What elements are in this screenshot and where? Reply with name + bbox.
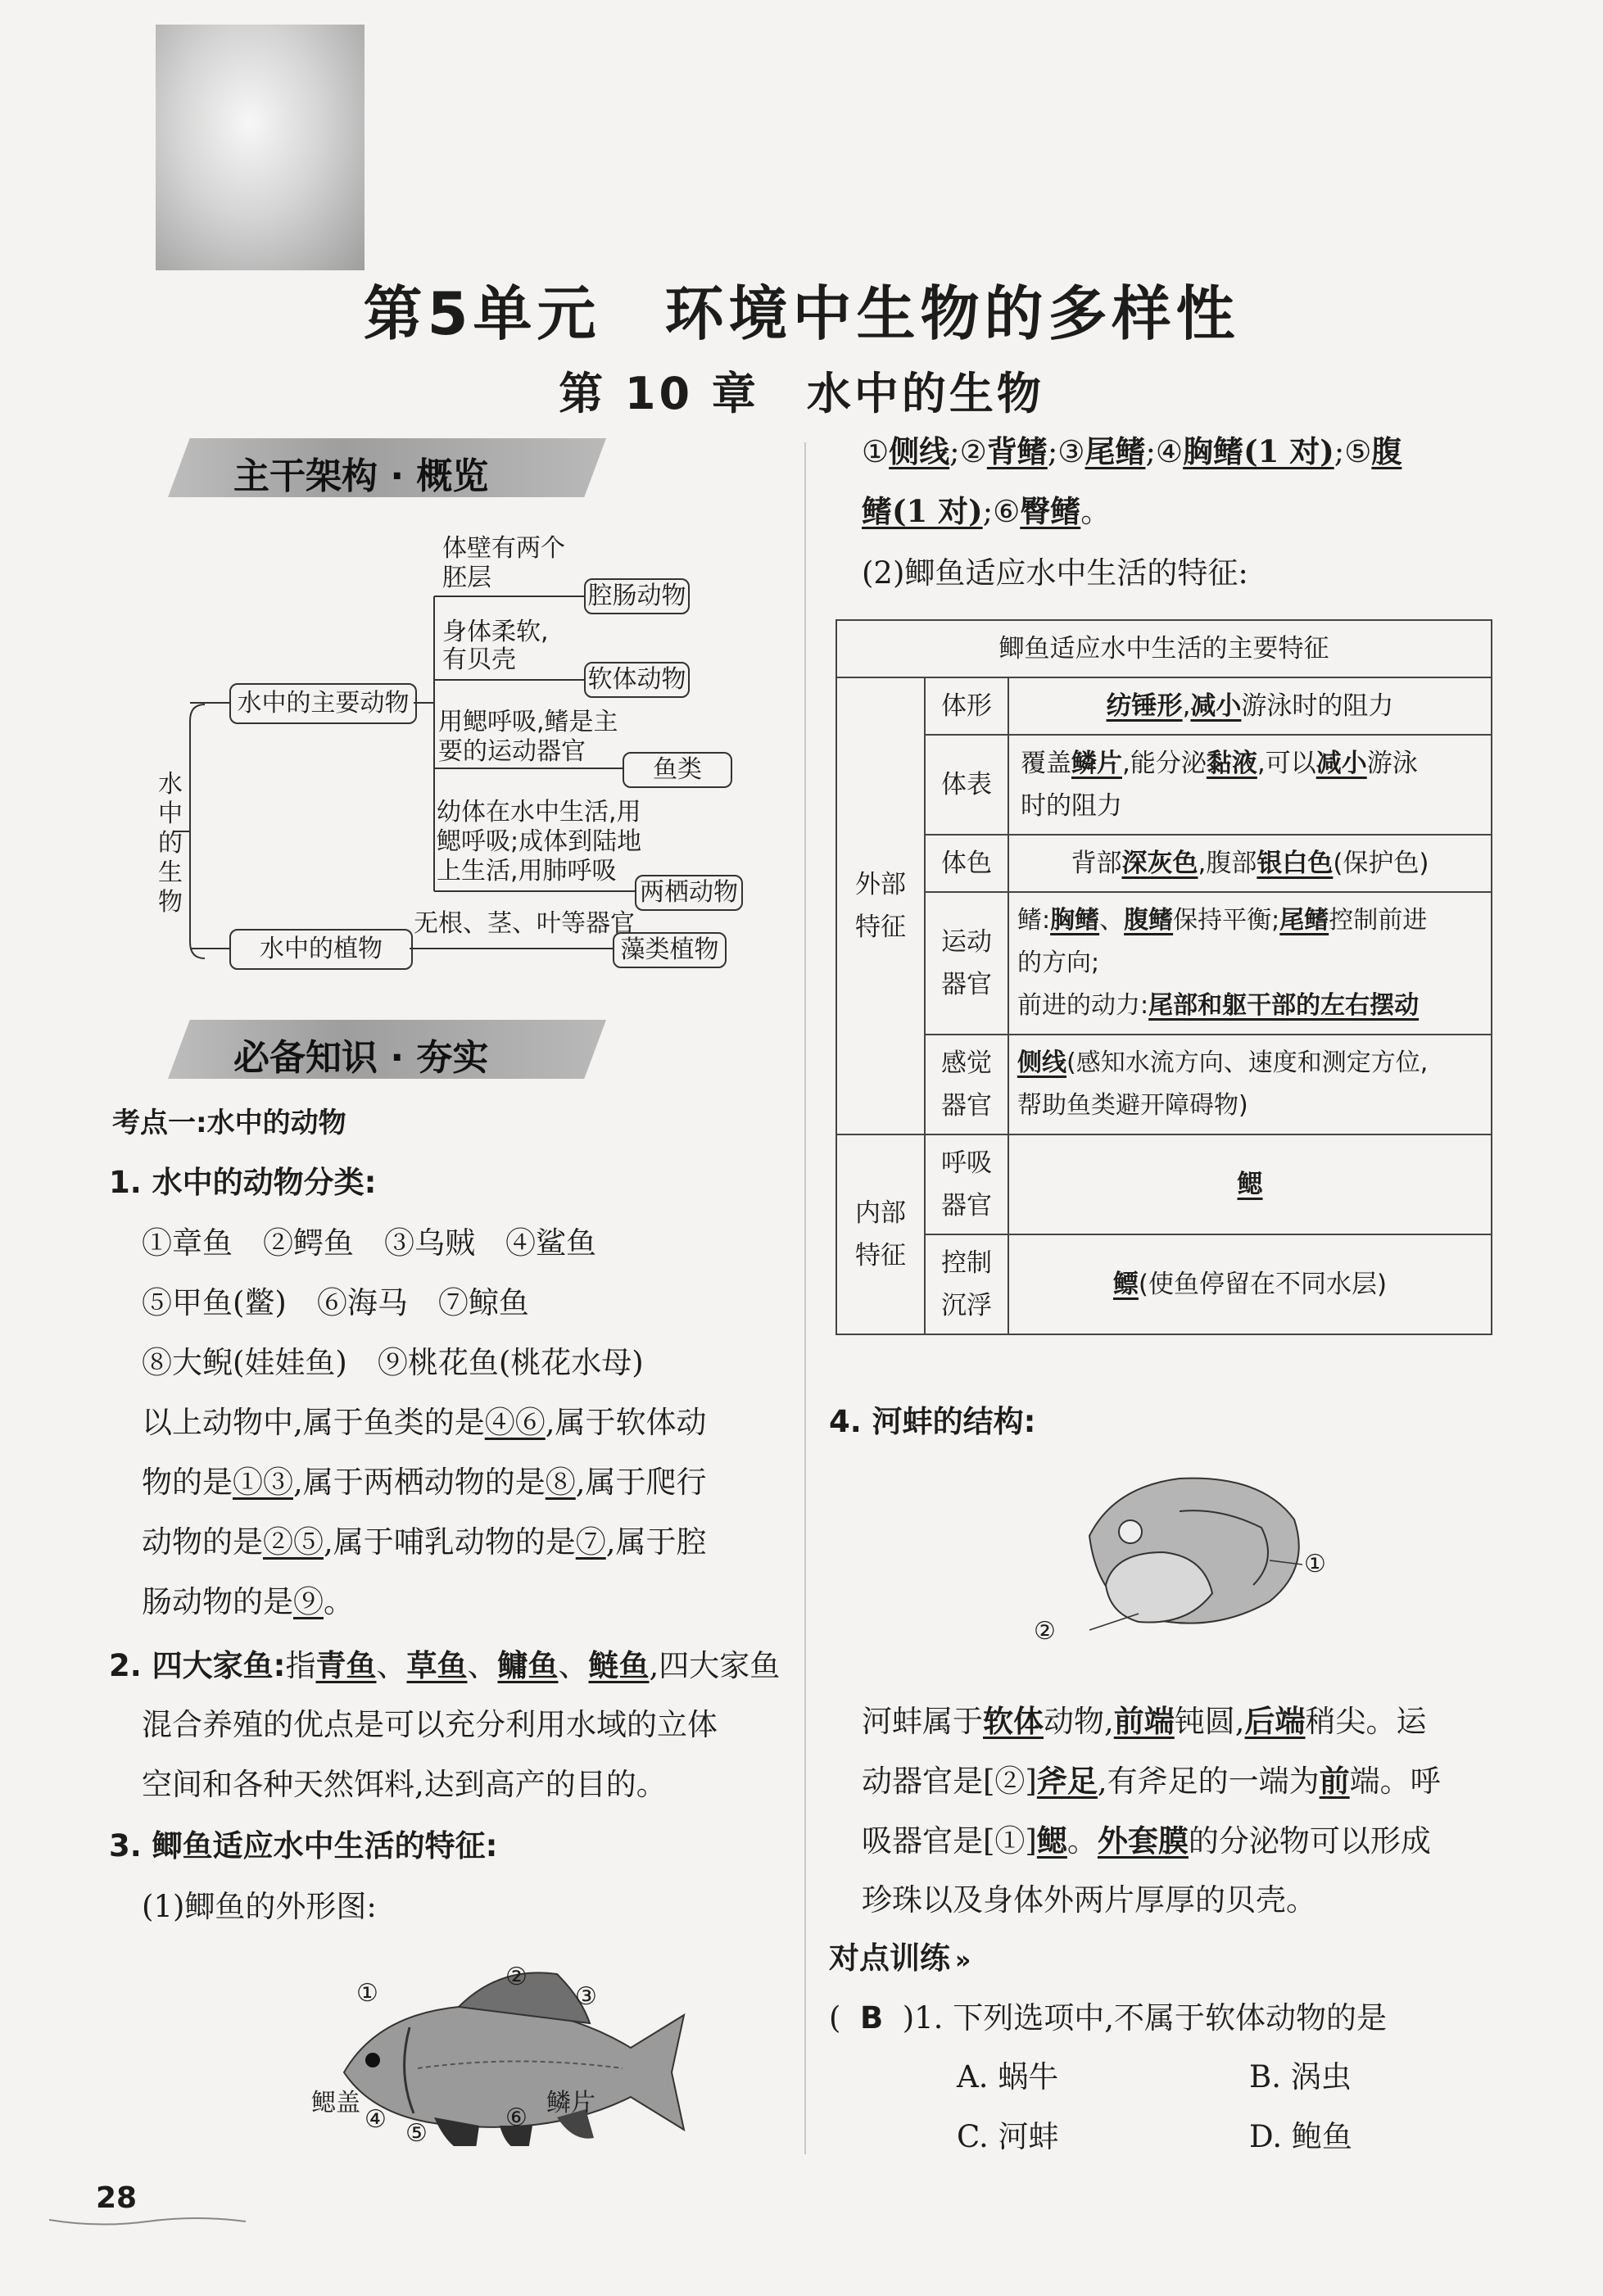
q3-sub: (1)鲫鱼的外形图: bbox=[142, 1889, 377, 1924]
option-c[interactable]: C. 河蚌 bbox=[957, 2119, 1059, 2154]
map-desc5: 无根、茎、叶等器官 bbox=[414, 909, 635, 938]
column-divider bbox=[804, 442, 806, 2154]
map-group-mollusc: 软体动物 bbox=[584, 662, 690, 698]
map-desc3b: 要的运动器官 bbox=[438, 737, 586, 766]
map-group-coelenterate: 腔肠动物 bbox=[584, 578, 690, 614]
table-header: 鲫鱼适应水中生活的主要特征 bbox=[836, 620, 1492, 677]
fish-label-5: ⑤ bbox=[405, 2119, 428, 2148]
map-plants-node: 水中的植物 bbox=[229, 929, 413, 970]
map-desc3a: 用鳃呼吸,鳍是主 bbox=[438, 708, 618, 736]
animals-line3: ⑧大鲵(娃娃鱼) ⑨桃花鱼(桃花水母) bbox=[142, 1345, 644, 1380]
section1-title: 主干架构 · 概览 bbox=[233, 455, 489, 497]
option-d[interactable]: D. 鲍鱼 bbox=[1249, 2119, 1352, 2154]
fish-label-gill: 鳃盖 bbox=[311, 2089, 360, 2117]
double-chevron-icon: » bbox=[955, 1946, 971, 1975]
training-title: 对点训练 » bbox=[829, 1941, 971, 1976]
table-row bbox=[836, 1134, 1492, 1234]
fish-label-1: ① bbox=[356, 1979, 378, 2008]
q3-title: 3. 鲫鱼适应水中生活的特征: bbox=[109, 1828, 498, 1864]
table-value: 鳃 bbox=[1008, 1134, 1492, 1234]
table-key: 体色 bbox=[925, 835, 1008, 892]
option-a[interactable]: A. 蜗牛 bbox=[957, 2059, 1059, 2094]
map-desc4a: 幼体在水中生活,用 bbox=[437, 798, 641, 826]
table-value: 覆盖鳞片,能分泌黏液,可以减小游泳 时的阻力 bbox=[1008, 735, 1492, 835]
mussel-line2: 动器官是[②]斧足,有斧足的一端为前端。呼 bbox=[862, 1763, 1441, 1799]
classify-line3: 动物的是②⑤,属于哺乳动物的是⑦,属于腔 bbox=[142, 1524, 707, 1560]
mussel-label-1: ① bbox=[1304, 1550, 1326, 1578]
mussel-line4: 珍珠以及身体外两片厚厚的贝壳。 bbox=[862, 1882, 1316, 1918]
map-desc4b: 鳃呼吸;成体到陆地 bbox=[437, 827, 642, 856]
question-1: ( B )1. 下列选项中,不属于软体动物的是 bbox=[829, 2000, 1387, 2036]
table-key: 体形 bbox=[925, 677, 1008, 735]
q2-line2: 混合养殖的优点是可以充分利用水域的立体 bbox=[142, 1707, 718, 1742]
map-desc1a: 体壁有两个 bbox=[442, 534, 565, 563]
map-root: 水中的生物 bbox=[158, 770, 183, 917]
table-outer-label: 外部特征 bbox=[836, 677, 925, 1134]
chapter-title: 第 10 章 水中的生物 bbox=[559, 368, 1044, 419]
page-number: 28 bbox=[96, 2181, 138, 2215]
map-desc2a: 身体柔软, bbox=[442, 618, 549, 646]
section2-title: 必备知识 · 夯实 bbox=[233, 1037, 489, 1079]
map-group-amphibian: 两栖动物 bbox=[635, 875, 743, 911]
classify-line1: 以上动物中,属于鱼类的是④⑥,属于软体动 bbox=[142, 1405, 707, 1440]
q1-title: 1. 水中的动物分类: bbox=[109, 1165, 377, 1200]
table-key: 体表 bbox=[925, 735, 1008, 835]
map-group-fish: 鱼类 bbox=[623, 752, 732, 788]
map-desc2b: 有贝壳 bbox=[442, 645, 516, 674]
table-row bbox=[836, 835, 1492, 892]
map-group-algae: 藻类植物 bbox=[613, 932, 727, 968]
kp1-title: 考点一:水中的动物 bbox=[112, 1107, 346, 1139]
answer-choice[interactable]: B bbox=[859, 2000, 884, 2036]
table-inner-label: 内部特征 bbox=[836, 1134, 925, 1334]
fish-label-scale: 鳞片 bbox=[546, 2089, 595, 2117]
table-row bbox=[836, 735, 1492, 835]
classify-line4: 肠动物的是⑨。 bbox=[142, 1584, 354, 1619]
fish-label-6: ⑥ bbox=[505, 2104, 528, 2132]
table-header-row bbox=[836, 620, 1492, 677]
table-row bbox=[836, 677, 1492, 735]
q4-title: 4. 河蚌的结构: bbox=[829, 1404, 1036, 1439]
table-key: 运动器官 bbox=[925, 892, 1008, 1035]
table-row bbox=[836, 1035, 1492, 1134]
table-value: 鳍:胸鳍、腹鳍保持平衡;尾鳍控制前进 的方向; 前进的动力:尾部和躯干部的左右摆动 bbox=[1008, 892, 1492, 1035]
classify-line2: 物的是①③,属于两栖动物的是⑧,属于爬行 bbox=[142, 1465, 707, 1500]
map-desc4c: 上生活,用肺呼吸 bbox=[437, 857, 617, 885]
table-value: 纺锤形,减小游泳时的阻力 bbox=[1008, 677, 1492, 735]
fin-line2: 鳍(1 对);⑥臀鳍。 bbox=[862, 493, 1112, 529]
table-key: 控制沉浮 bbox=[925, 1234, 1008, 1334]
table-key: 感觉器官 bbox=[925, 1035, 1008, 1134]
q3-sub2: (2)鲫鱼适应水中生活的特征: bbox=[862, 555, 1248, 591]
map-desc1b: 胚层 bbox=[442, 564, 491, 592]
unit-title: 第5单元 环境中生物的多样性 bbox=[363, 279, 1240, 348]
q2-line1: 2. 四大家鱼:指青鱼、草鱼、鳙鱼、鲢鱼,四大家鱼 bbox=[109, 1647, 781, 1683]
animals-line1: ①章鱼 ②鳄鱼 ③乌贼 ④鲨鱼 bbox=[142, 1225, 596, 1261]
table-key: 呼吸器官 bbox=[925, 1134, 1008, 1234]
fish-label-4: ④ bbox=[365, 2105, 387, 2134]
table-value: 背部深灰色,腹部银白色(保护色) bbox=[1008, 835, 1492, 892]
q2-line3: 空间和各种天然饵料,达到高产的目的。 bbox=[142, 1767, 667, 1802]
mussel-line3: 吸器官是[①]鳃。外套膜的分泌物可以形成 bbox=[862, 1823, 1431, 1859]
mussel-label-2: ② bbox=[1034, 1617, 1056, 1646]
table-value: 侧线(感知水流方向、速度和测定方位, 帮助鱼类避开障碍物) bbox=[1008, 1035, 1492, 1134]
mussel-line1: 河蚌属于软体动物,前端钝圆,后端稍尖。运 bbox=[862, 1703, 1427, 1739]
animals-line2: ⑤甲鱼(鳖) ⑥海马 ⑦鲸鱼 bbox=[142, 1285, 529, 1320]
footer-wave bbox=[49, 2203, 246, 2236]
option-b[interactable]: B. 涡虫 bbox=[1249, 2059, 1352, 2094]
fish-label-2: ② bbox=[505, 1963, 528, 1991]
map-animals-node: 水中的主要动物 bbox=[229, 683, 417, 724]
table-row bbox=[836, 892, 1492, 1035]
features-table bbox=[835, 619, 1492, 1335]
table-row bbox=[836, 1234, 1492, 1334]
fish-label-3: ③ bbox=[575, 1982, 597, 2011]
fin-line1: ①侧线;②背鳍;③尾鳍;④胸鳍(1 对);⑤腹 bbox=[862, 433, 1402, 469]
table-value: 鳔(使鱼停留在不同水层) bbox=[1008, 1234, 1492, 1334]
mussel-illustration bbox=[1065, 1462, 1327, 1651]
